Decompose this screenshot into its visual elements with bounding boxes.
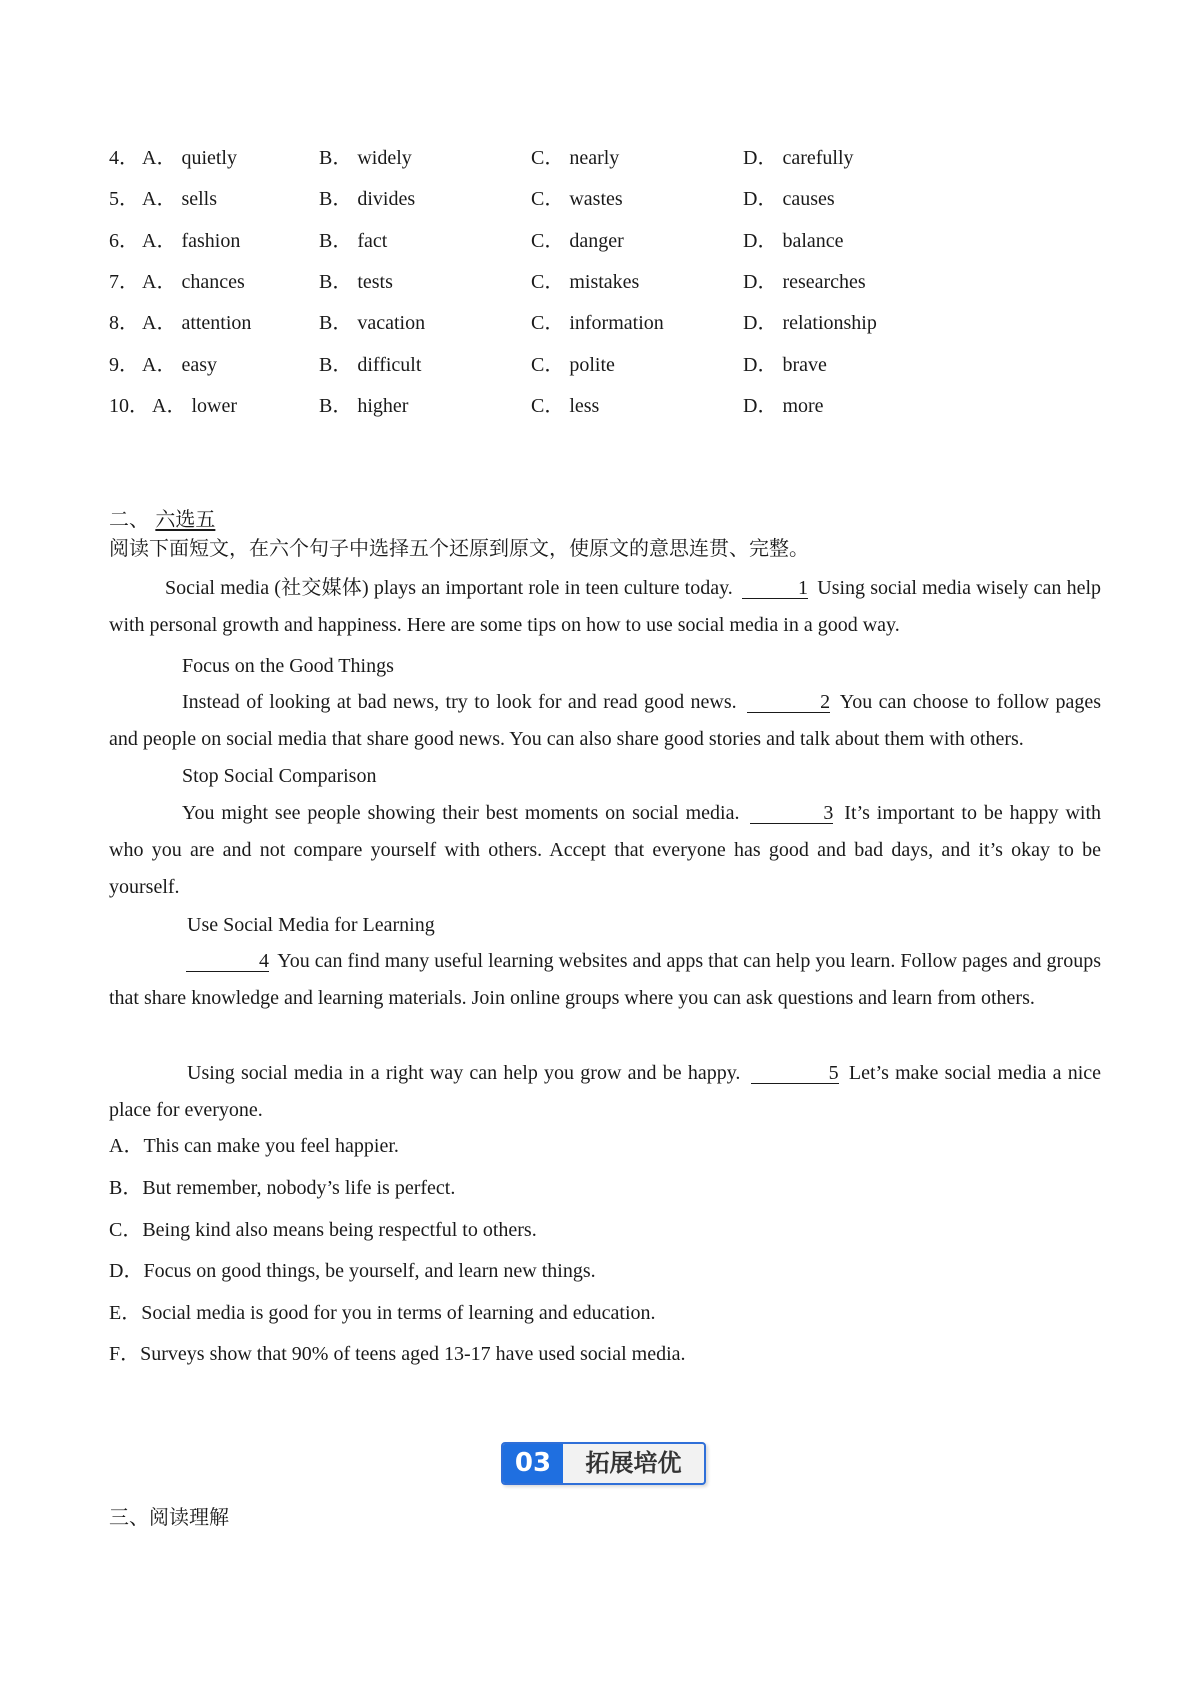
passage-paragraph-3: [109, 795, 1101, 906]
option-b: B． tests: [319, 271, 393, 293]
choice-e: E．Social media is good for you in terms of learning and education.: [109, 1302, 656, 1324]
option-c: C． nearly: [531, 147, 620, 169]
option-b: B． vacation: [319, 312, 426, 334]
paragraph-text: You can choose to follow pages and people on social media that share good news. You can also share good stories and talk about them with others.: [109, 691, 1101, 750]
choice-f: F．Surveys show that 90% of teens aged 13-17 have used social media.: [109, 1343, 686, 1365]
paragraph-text: You can find many useful learning websites and apps that can help you learn. Follow pages and groups that share knowledge and learning materials. Join online groups where you can ask questions and learn from others.: [109, 950, 1101, 1009]
section-badge: [501, 1442, 706, 1485]
choice-c: C．Being kind also means being respectful to others.: [109, 1219, 537, 1241]
option-c: C． wastes: [531, 188, 623, 210]
option-b: B． higher: [319, 395, 409, 417]
section-3-title: 三、阅读理解: [109, 1505, 229, 1529]
question-number: 5．: [109, 188, 139, 210]
option-d: D． researches: [743, 271, 866, 293]
subheading-comparison: Stop Social Comparison: [182, 765, 377, 787]
option-a: A． fashion: [142, 230, 241, 252]
question-number: 7．: [109, 271, 139, 293]
option-c: C． danger: [531, 230, 624, 252]
option-d: D． brave: [743, 354, 827, 376]
option-c: C． polite: [531, 354, 615, 376]
paragraph-text: Using social media in a right way can help you grow and be happy.: [187, 1062, 741, 1084]
option-d: D． more: [743, 395, 824, 417]
answer-blank-4[interactable]: 4: [186, 951, 269, 972]
option-a: A． chances: [142, 271, 245, 293]
option-a: A． sells: [142, 188, 217, 210]
answer-blank-1[interactable]: 1: [742, 578, 808, 599]
option-c: C． information: [531, 312, 664, 334]
paragraph-text: You might see people showing their best moments on social media.: [182, 802, 740, 824]
option-d: D． balance: [743, 230, 844, 252]
option-c: C． less: [531, 395, 600, 417]
question-number: 6．: [109, 230, 139, 252]
passage-paragraph-1: [109, 570, 1101, 644]
section-2-title: [109, 505, 215, 533]
option-d: D． carefully: [743, 147, 854, 169]
subheading-focus: Focus on the Good Things: [182, 655, 394, 677]
question-number: 8．: [109, 312, 139, 334]
choice-a: A．This can make you feel happier.: [109, 1135, 399, 1157]
option-c: C． mistakes: [531, 271, 640, 293]
paragraph-text: Social media (社交媒体) plays an important role in teen culture today.: [165, 577, 733, 599]
badge-label: 拓展培优: [585, 1449, 682, 1477]
question-number: 4．: [109, 147, 139, 169]
answer-blank-5[interactable]: 5: [751, 1063, 839, 1084]
passage-paragraph-2: [109, 684, 1101, 758]
section-2-instruction: 阅读下面短文，在六个句子中选择五个还原到原文，使原文的意思连贯、完整。: [109, 536, 809, 560]
paragraph-text: Using social media wisely can help with personal growth and happiness. Here are some tips on how to use social media in a good way.: [109, 577, 1102, 636]
subheading-learning: Use Social Media for Learning: [187, 914, 435, 936]
option-d: D． relationship: [743, 312, 877, 334]
option-b: B． difficult: [319, 354, 422, 376]
choice-b: B．But remember, nobody’s life is perfect.: [109, 1177, 456, 1199]
passage-paragraph-4: [109, 943, 1101, 1017]
question-number: 9．: [109, 354, 139, 376]
choice-d: D．Focus on good things, be yourself, and learn new things.: [109, 1260, 596, 1282]
badge-number: 03: [503, 1444, 563, 1483]
section-2-prefix: 二、: [109, 507, 149, 531]
section-2-heading: 六选五: [155, 507, 216, 531]
option-a: A． attention: [142, 312, 252, 334]
option-a: A． easy: [142, 354, 217, 376]
question-number: 10．: [109, 395, 149, 417]
paragraph-text: It’s important to be happy with who you are and not compare yourself with others. Accept that everyone has good and bad days, and it’s okay to be yourself.: [109, 802, 1101, 898]
option-b: B． widely: [319, 147, 412, 169]
option-a: A． lower: [152, 395, 237, 417]
paragraph-text: Instead of looking at bad news, try to look for and read good news.: [182, 691, 737, 713]
option-d: D． causes: [743, 188, 835, 210]
answer-blank-2[interactable]: 2: [747, 692, 830, 713]
option-a: A． quietly: [142, 147, 237, 169]
option-b: B． divides: [319, 188, 416, 210]
answer-blank-3[interactable]: 3: [750, 803, 833, 824]
option-b: B． fact: [319, 230, 388, 252]
paragraph-text: Let’s make social media a nice place for everyone.: [109, 1062, 1102, 1121]
passage-paragraph-5: [109, 1055, 1101, 1129]
